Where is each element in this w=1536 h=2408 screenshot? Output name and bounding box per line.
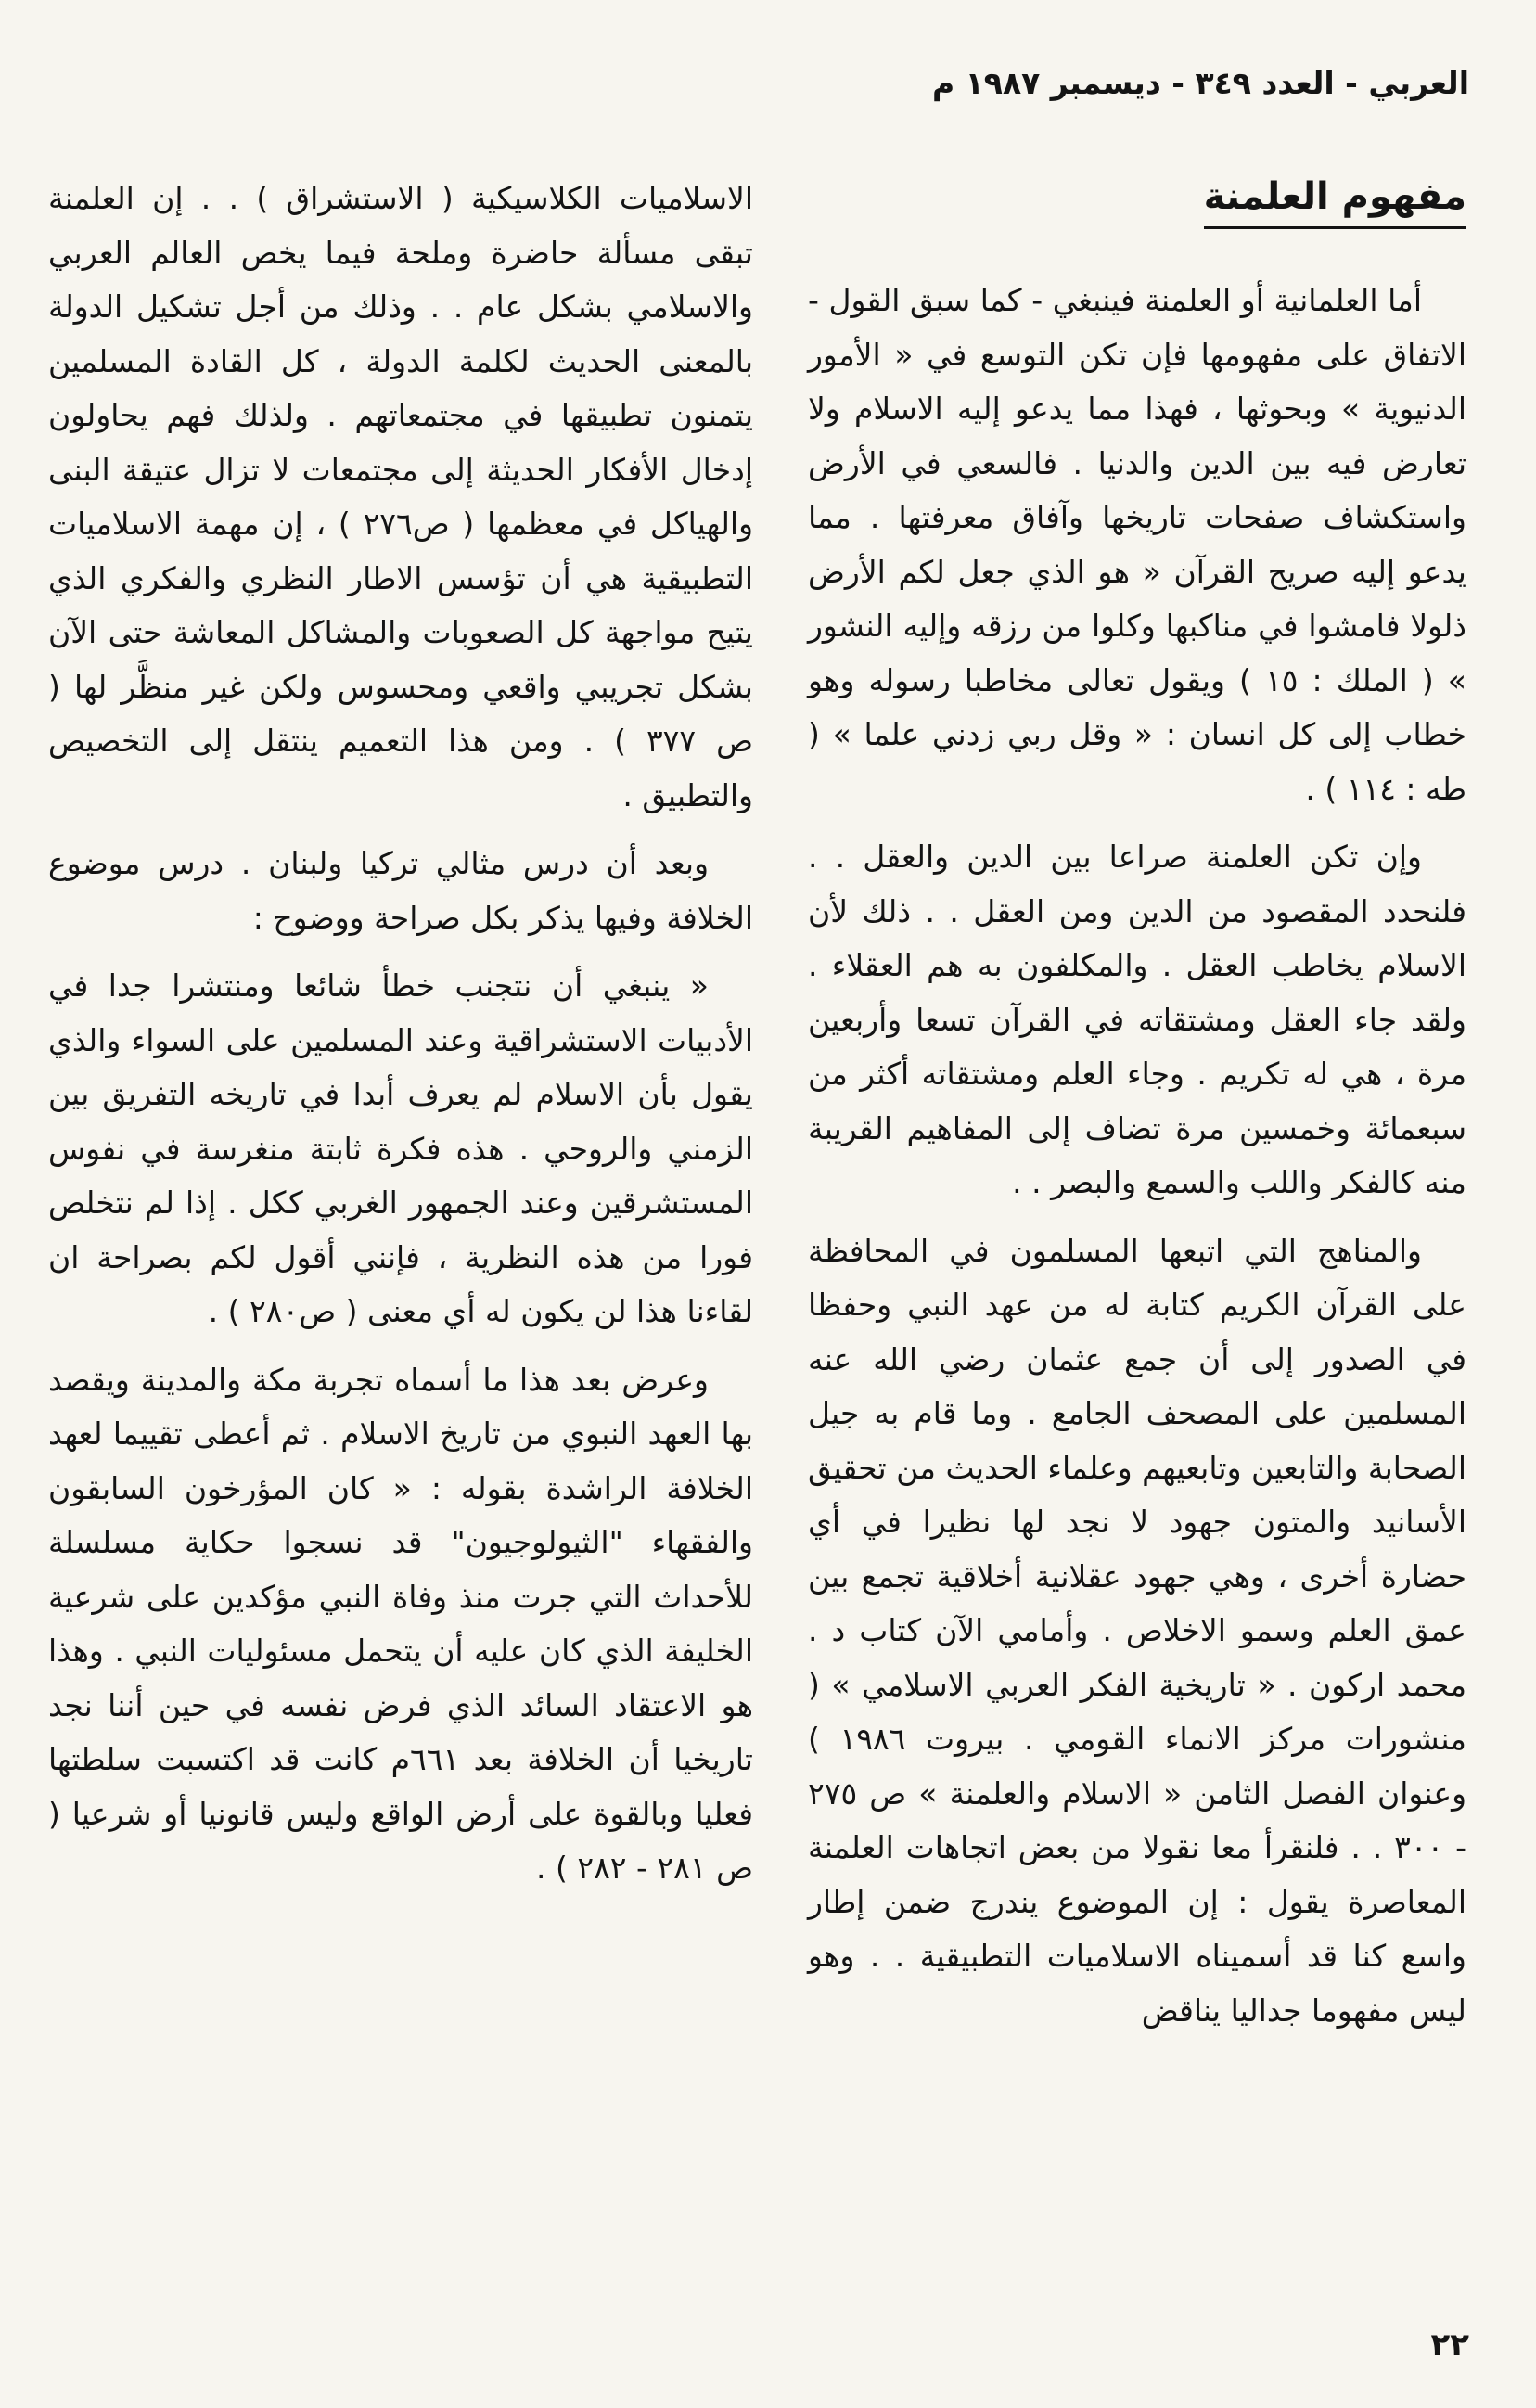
paragraph: وعرض بعد هذا ما أسماه تجربة مكة والمدينة ويقصد بها العهد النبوي من تاريخ الاسلام . ثم أعطى تقييما لعهد الخلافة الراشدة بقوله : « كان المؤرخون السابقون والفقهاء "الثيولوجيون" قد نسجوا حكاية مسلسلة للأحداث التي جرت منذ وفاة النبي مؤكدين على شرعية الخليفة الذي كان عليه أن يتحمل مسئوليات النبي . وهذا هو الاعتقاد السائد الذي فرض نفسه في حين أننا نجد تاريخيا أن الخلافة بعد ٦٦١م كانت قد اكتسبت سلطتها فعليا وبالقوة على أرض الواقع وليس قانونيا أو شرعيا ( ص ٢٨١ - ٢٨٢ ) . [48,1361,753,1886]
running-header: العربي - العدد ٣٤٩ - ديسمبر ١٩٨٧ م [931,65,1469,101]
paragraph: الاسلاميات الكلاسيكية ( الاستشراق ) . . إن العلمنة تبقى مسألة حاضرة وملحة فيما يخص العالم العربي والاسلامي بشكل عام . . وذلك من أجل تشكيل الدولة بالمعنى الحديث لكلمة الدولة ، كل القادة المسلمين يتمنون تطبيقها في مجتمعاتهم . ولذلك فهم يحاولون إدخال الأفكار الحديثة إلى مجتمعات لا تزال عتيقة البنى والهياكل في معظمها ( ص٢٧٦ ) ، إن مهمة الاسلاميات التطبيقية هي أن تؤسس الاطار النظري والفكري الذي يتيح مواجهة كل الصعوبات والمشاكل المعاشة حتى الآن بشكل تجريبي واقعي ومحسوس ولكن غير منظَّر لها ( ص ٣٧٧ ) . ومن هذا التعميم ينتقل إلى التخصيص والتطبيق . [48,180,754,813]
paragraph: وإن تكن العلمنة صراعا بين الدين والعقل . . فلنحدد المقصود من الدين ومن العقل . . ذلك لأن الاسلام يخاطب العقل . والمكلفون به هم العقلاء . ولقد جاء العقل ومشتقاته في القرآن تسعا وأربعين مرة ، هي له تكريم . وجاء العلم ومشتقاته أكثر من سبعمائة وخمسين مرة تضاف إلى المفاهيم القريبة منه كالفكر واللب والسمع والبصر . . [808,839,1466,1200]
paragraph: والمناهج التي اتبعها المسلمون في المحافظة على القرآن الكريم كتابة له من عهد النبي وحفظا في الصدور إلى أن جمع عثمان رضي الله عنه المسلمين على المصحف الجامع . وما قام به جيل الصحابة والتابعين وتابعيهم وعلماء الحديث من تحقيق الأسانيد والمتون جهود لا نجد لها نظيرا في أي حضارة أخرى ، وهي جهود عقلانية أخلاقية تجمع بين عمق العلم وسمو الاخلاص . وأمامي الآن كتاب د . محمد اركون . « تاريخية الفكر العربي الاسلامي » ( منشورات مركز الانماء القومي . بيروت ١٩٨٦ ) وعنوان الفصل الثامن « الاسلام والعلمنة » ص ٢٧٥ - ٣٠٠ . . فلنقرأ معا نقولا من بعض اتجاهات العلمنة المعاصرة يقول : إن الموضوع يندرج ضمن إطار واسع كنا قد أسميناه الاسلاميات التطبيقية . . وهو ليس مفهوما جداليا يناقض [808,1232,1467,2029]
right-column [808,172,1466,2038]
left-column [48,172,753,1896]
paragraph: أما العلمانية أو العلمنة فينبغي - كما سبق القول - الاتفاق على مفهومها فإن تكن التوسع في « الأمور الدنيوية » وبحوثها ، فهذا مما يدعو إليه الاسلام ولا تعارض فيه بين الدين والدنيا . فالسعي في الأرض واستكشاف صفحات تاريخها وآفاق معرفتها . مما يدعو إليه صريح القرآن « هو الذي جعل لكم الأرض ذلولا فامشوا في مناكبها وكلوا من رزقه وإليه النشور » ( الملك : ١٥ ) ويقول تعالى مخاطبا رسوله وهو خطاب إلى كل انسان : « وقل ربي زدني علما » ( طه : ١١٤ ) . [808,282,1466,807]
page-number: ٢٢ [1430,2326,1469,2363]
section-title: مفهوم العلمنة [1204,174,1466,229]
paragraph: وبعد أن درس مثالي تركيا ولبنان . درس موضوع الخلافة وفيها يذكر بكل صراحة ووضوح : [48,845,753,936]
quote-paragraph: « ينبغي أن نتجنب خطأ شائعا ومنتشرا جدا في الأدبيات الاستشراقية وعند المسلمين على السواء والذي يقول بأن الاسلام لم يعرف أبدا في تاريخه التفريق بين الزمني والروحي . هذه فكرة ثابتة منغرسة في نفوس المستشرقين وعند الجمهور الغربي ككل . إذا لم نتخلص فورا من هذه النظرية ، فإنني أقول لكم بصراحة ان لقاءنا هذا لن يكون له أي معنى ( ص٢٨٠ ) . [48,967,753,1329]
